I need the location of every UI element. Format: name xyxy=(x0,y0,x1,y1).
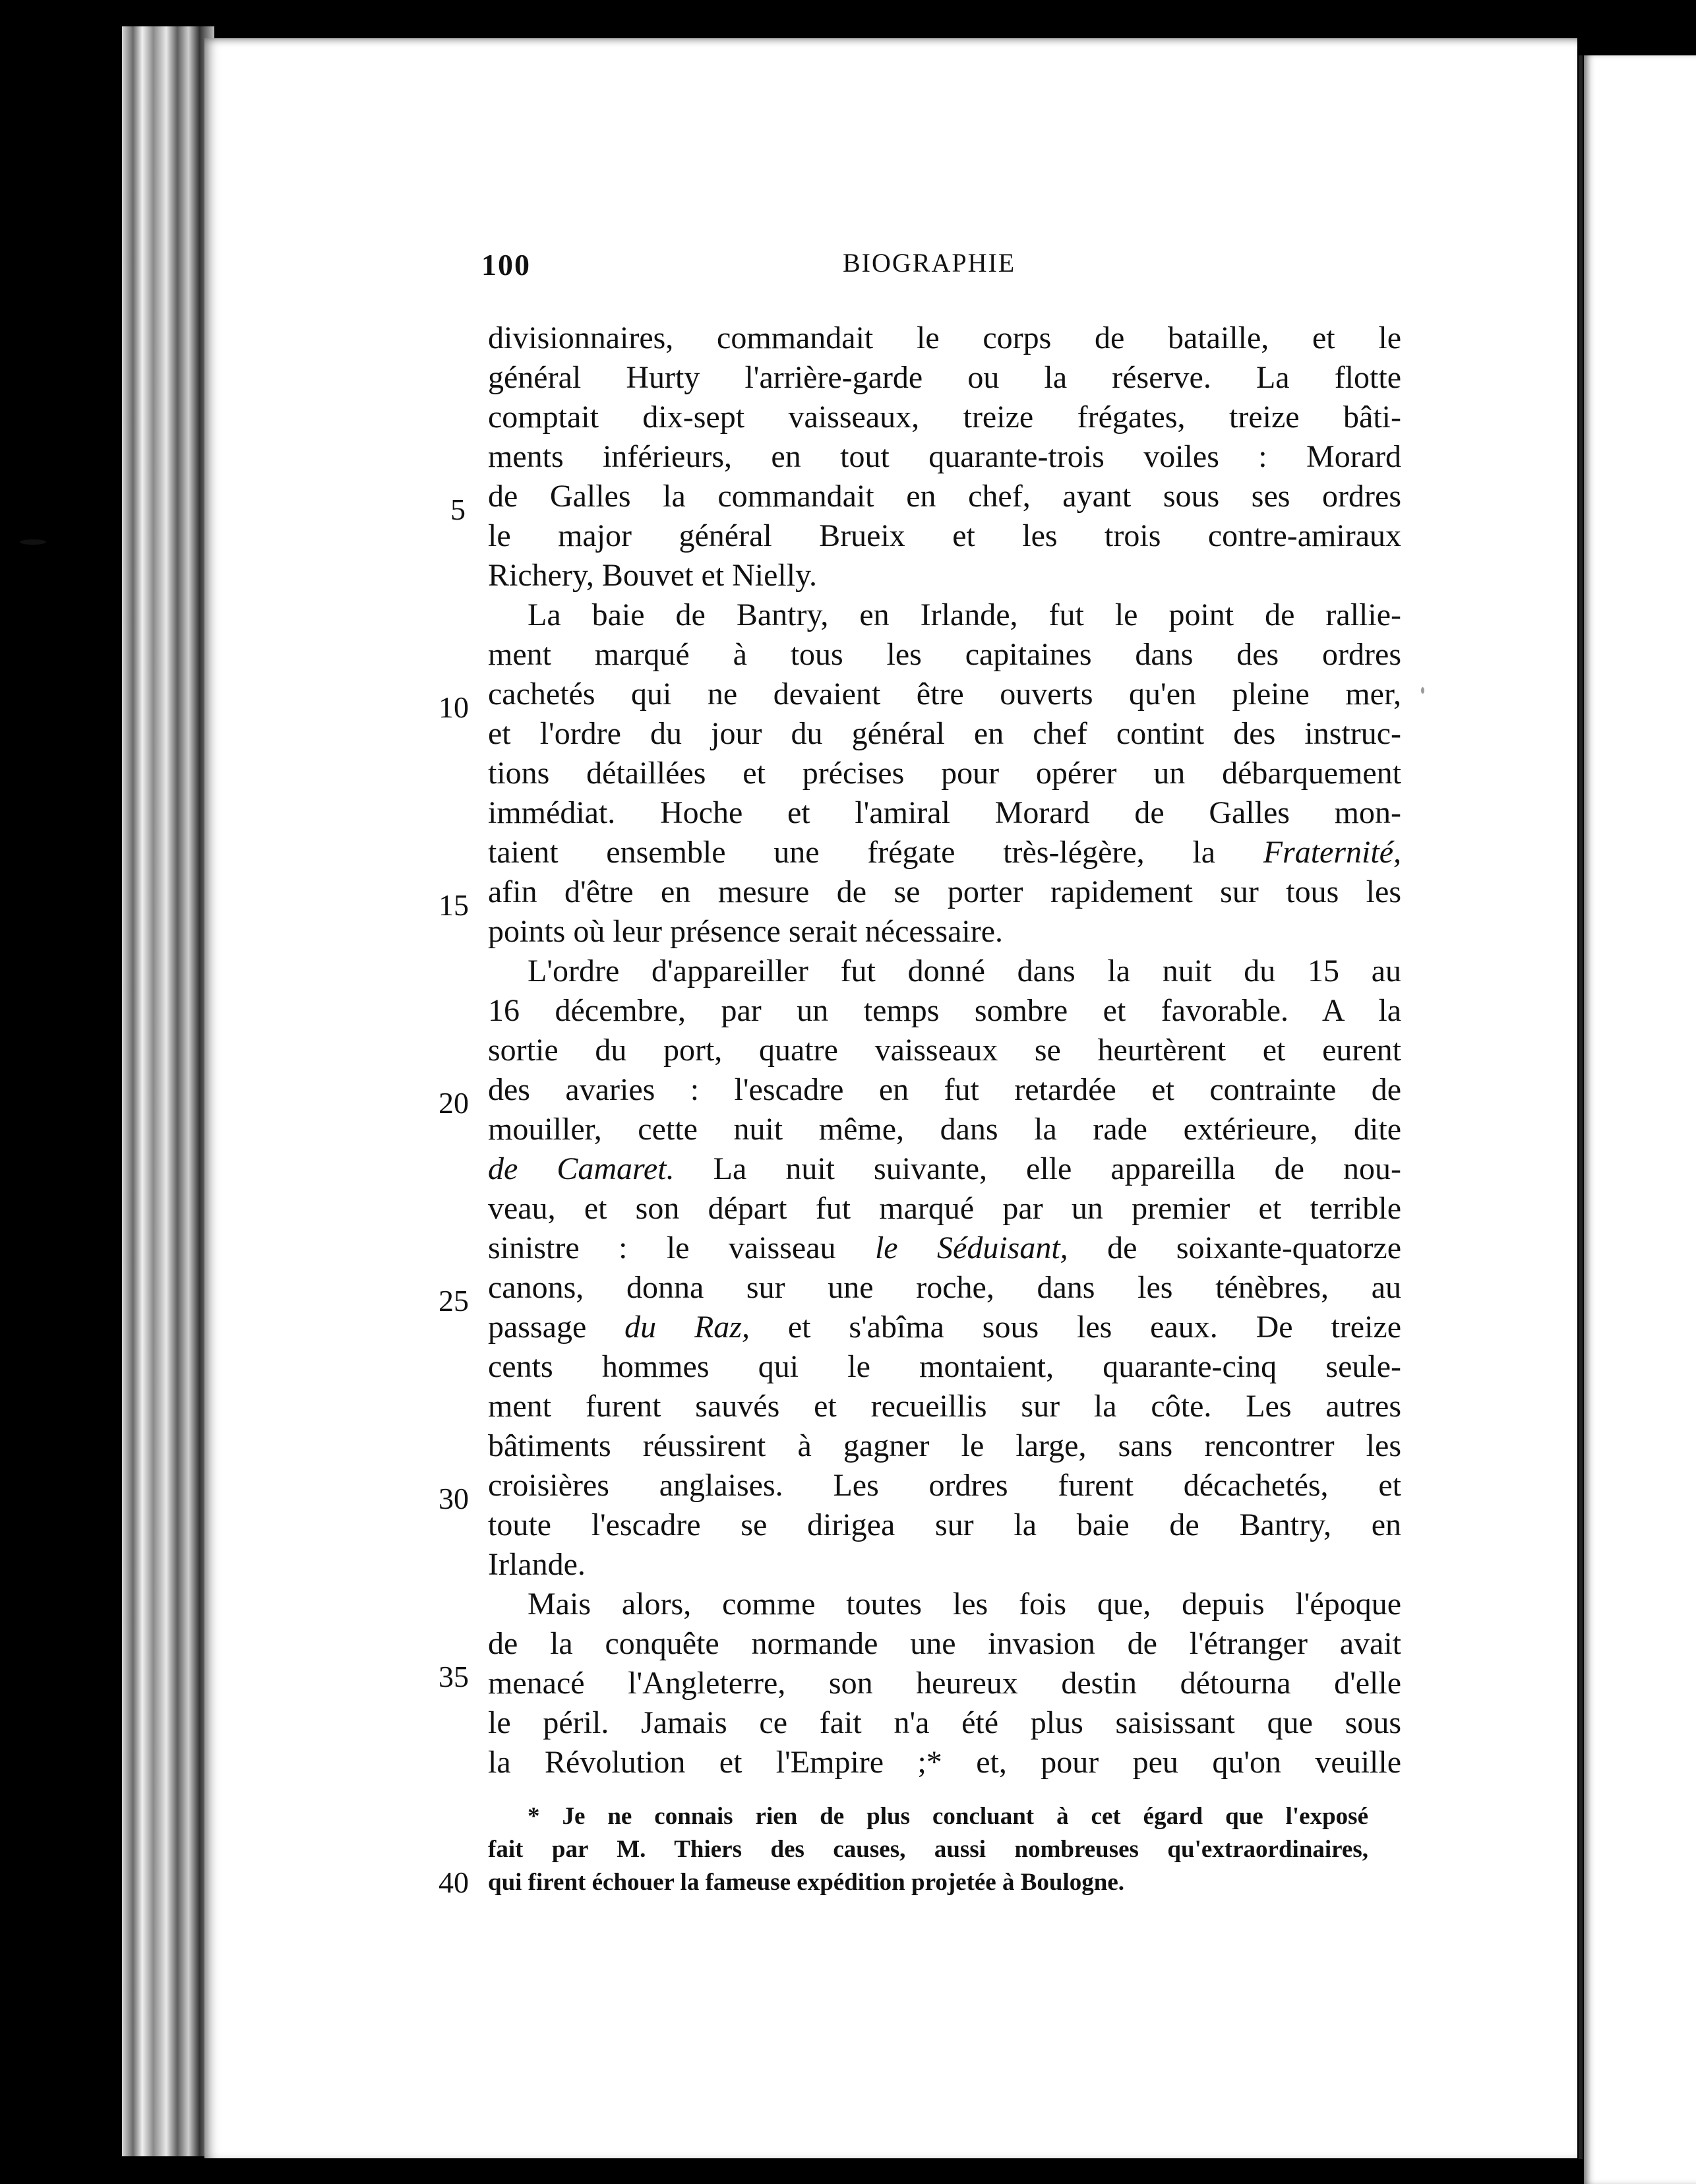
text-line: ments inférieurs, en tout quarante-trois voiles : Morard xyxy=(488,439,1401,474)
line-number: 35 xyxy=(439,1660,469,1693)
text-line: la Révolution et l'Empire ;* et, pour peu qu'on veuille xyxy=(488,1745,1401,1780)
running-title: BIOGRAPHIE xyxy=(843,248,1016,278)
italic-place-name: du Raz, xyxy=(624,1310,750,1345)
text-line: ment marqué à tous les capitaines dans des ordres xyxy=(488,637,1401,672)
text-fragment: passage xyxy=(488,1310,587,1345)
text-line xyxy=(488,1149,1401,1189)
text-line: de Galles la commandait en chef, ayant sous ses ordres xyxy=(488,479,1401,514)
line-number: 15 xyxy=(439,888,469,922)
text-line: canons, donna sur une roche, dans les ténèbres, au xyxy=(488,1270,1401,1305)
text-line: le péril. Jamais ce fait n'a été plus saisissant que sous xyxy=(488,1705,1401,1740)
text-line: général Hurty l'arrière-garde ou la réserve. La flotte xyxy=(488,360,1401,395)
text-line: immédiat. Hoche et l'amiral Morard de Galles mon- xyxy=(488,795,1401,830)
text-line: veau, et son départ fut marqué par un premier et terrible xyxy=(488,1191,1401,1226)
text-line: divisionnaires, commandait le corps de bataille, et le xyxy=(488,320,1401,355)
italic-ship-name: Fraternité, xyxy=(1263,835,1401,870)
text-line: mouiller, cette nuit même, dans la rade extérieure, dite xyxy=(488,1112,1401,1147)
text-line: Irlande. xyxy=(488,1547,586,1582)
page-gutter xyxy=(1579,55,1583,2159)
text-line: toute l'escadre se dirigea sur la baie de Bantry, en xyxy=(488,1507,1401,1542)
running-head xyxy=(0,247,1696,287)
footnote-line: * Je ne connais rien de plus concluant à cet égard que l'exposé xyxy=(528,1803,1368,1830)
scan-speck xyxy=(20,539,46,545)
line-number: 30 xyxy=(439,1482,469,1515)
text-line: points où leur présence serait nécessaire. xyxy=(488,914,1004,949)
text-line: afin d'être en mesure de se porter rapidement sur tous les xyxy=(488,874,1401,909)
text-line: menacé l'Angleterre, son heureux destin détourna d'elle xyxy=(488,1666,1401,1701)
facing-page-edge xyxy=(1584,55,1696,2184)
text-line: cents hommes qui le montaient, quarante-cinq seule- xyxy=(488,1349,1401,1384)
text-line: 16 décembre, par un temps sombre et favorable. A la xyxy=(488,993,1401,1028)
text-line: et l'ordre du jour du général en chef contint des instruc- xyxy=(488,716,1401,751)
line-number: 10 xyxy=(439,690,469,724)
footnote-line: fait par M. Thiers des causes, aussi nombreuses qu'extraordinaires, xyxy=(488,1836,1368,1863)
text-line: L'ordre d'appareiller fut donné dans la nuit du 15 au xyxy=(528,954,1401,988)
book-page-edges xyxy=(122,26,214,2156)
text-line: sortie du port, quatre vaisseaux se heurtèrent et eurent xyxy=(488,1033,1401,1068)
text-line: croisières anglaises. Les ordres furent décachetés, et xyxy=(488,1468,1401,1503)
page-number: 100 xyxy=(481,248,531,282)
line-number: 25 xyxy=(439,1284,469,1318)
text-line: cachetés qui ne devaient être ouverts qu'en pleine mer, xyxy=(488,677,1401,712)
text-fragment: et s'abîma sous les eaux. De treize xyxy=(787,1310,1402,1345)
text-line: des avaries : l'escadre en fut retardée et contrainte de xyxy=(488,1072,1401,1107)
text-fragment: sinistre : le vaisseau xyxy=(488,1230,836,1265)
line-number: 5 xyxy=(450,493,466,526)
text-line: La baie de Bantry, en Irlande, fut le point de rallie- xyxy=(528,597,1401,632)
footnote-line: qui firent échouer la fameuse expédition projetée à Boulogne. xyxy=(488,1869,1125,1896)
text-fragment: de soixante-quatorze xyxy=(1107,1230,1402,1265)
text-line: ment furent sauvés et recueillis sur la côte. Les autres xyxy=(488,1389,1401,1424)
italic-place-name: de Camaret. xyxy=(488,1151,675,1186)
text-line: bâtiments réussirent à gagner le large, sans rencontrer les xyxy=(488,1428,1401,1463)
text-line: Mais alors, comme toutes les fois que, depuis l'époque xyxy=(528,1587,1401,1622)
text-line xyxy=(488,833,1401,872)
text-line: Richery, Bouvet et Nielly. xyxy=(488,558,817,593)
italic-ship-name: le Séduisant, xyxy=(874,1230,1068,1265)
text-fragment: taient ensemble une frégate très-légère, la xyxy=(488,835,1216,870)
text-line xyxy=(488,1308,1401,1347)
scan-speck xyxy=(1421,687,1424,694)
text-line: comptait dix-sept vaisseaux, treize frégates, treize bâti- xyxy=(488,400,1401,435)
text-line xyxy=(488,1228,1401,1268)
line-number: 20 xyxy=(439,1086,469,1120)
text-line: tions détaillées et précises pour opérer un débarquement xyxy=(488,756,1401,791)
text-line: le major général Brueix et les trois contre-amiraux xyxy=(488,518,1401,553)
text-line: de la conquête normande une invasion de l'étranger avait xyxy=(488,1626,1401,1661)
text-fragment: La nuit suivante, elle appareilla de nou- xyxy=(713,1151,1401,1186)
line-number: 40 xyxy=(439,1866,469,1899)
